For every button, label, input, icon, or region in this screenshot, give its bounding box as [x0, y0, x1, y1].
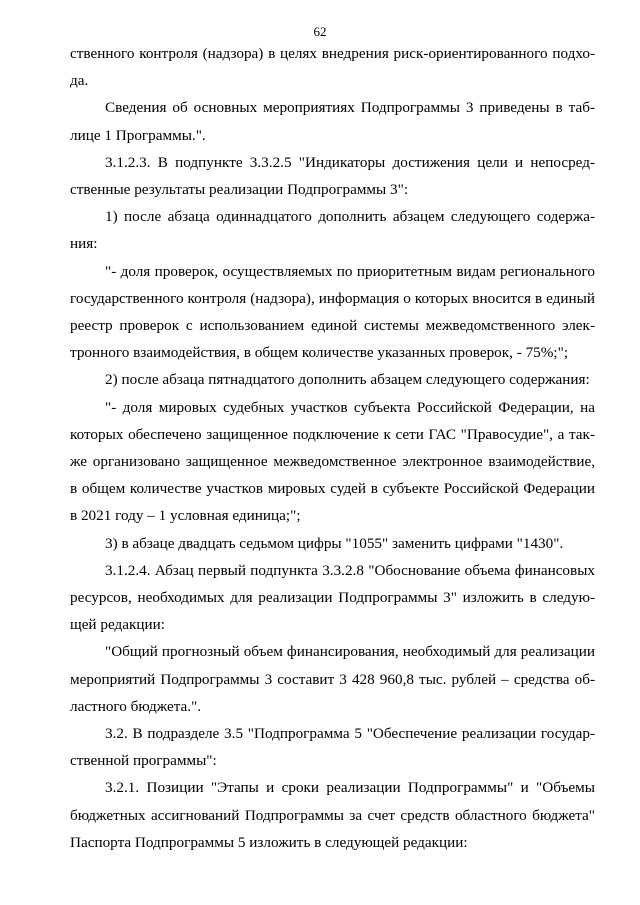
paragraph-quote: "Общий прогнозный объем финансирования, необходимый для реализации мероприятий Подпрограммы 3 составит 3 428 960,8 тыс. рублей – средства областного бюджета.". — [70, 643, 595, 715]
paragraph: 3.1.2.4. Абзац первый подпункта 3.3.2.8 "Обоснование объема финансовых ресурсов, необходимых для реализации Подпрограммы 3" изложить в следующей редакции: — [70, 561, 595, 634]
paragraph: 3.2. В подразделе 3.5 "Подпрограмма 5 "Обеспечение реализации государственной программы": — [70, 725, 595, 770]
document-body — [70, 40, 595, 856]
paragraph: 2) после абзаца пятнадцатого дополнить абзацем следующего содержания: — [105, 371, 590, 389]
paragraph-quote: "- доля мировых судебных участков субъекта Российской Федерации, на которых обеспечено защищенное подключение к сети ГАС "Правосудие", а также организовано защищенное межведомственное электронное взаимодействие, в общем количестве участков мировых судей в субъекте Российской Федерации в 2021 году – 1 условная единица;"; — [70, 398, 595, 525]
paragraph-quote: "- доля проверок, осуществляемых по приоритетным видам регионального государственного контроля (надзора), информация о которых вносится в единый реестр проверок с использованием единой системы межведомственного электронного взаимодействия, в общем количестве указанных проверок, - 75%;"; — [70, 262, 595, 362]
paragraph: 3) в абзаце двадцать седьмом цифры "1055" заменить цифрами "1430". — [105, 534, 564, 552]
paragraph: 1) после абзаца одиннадцатого дополнить абзацем следующего содержания: — [70, 208, 595, 253]
paragraph: 3.1.2.3. В подпункте 3.3.2.5 "Индикаторы достижения цели и непосредственные результаты реализации Подпрограммы 3": — [70, 153, 595, 199]
page-number: 62 — [313, 24, 327, 39]
paragraph: 3.2.1. Позиции "Этапы и сроки реализации Подпрограммы" и "Объемы бюджетных ассигнований Подпрограммы за счет средств областного бюджета" Паспорта Подпрограммы 5 изложить в следующей редакции: — [70, 779, 595, 851]
paragraph: Сведения об основных мероприятиях Подпрограммы 3 приведены в таблице 1 Программы.". — [70, 99, 595, 144]
paragraph-continuation: ственного контроля (надзора) в целях внедрения риск-ориентированного подхода. — [70, 45, 595, 90]
